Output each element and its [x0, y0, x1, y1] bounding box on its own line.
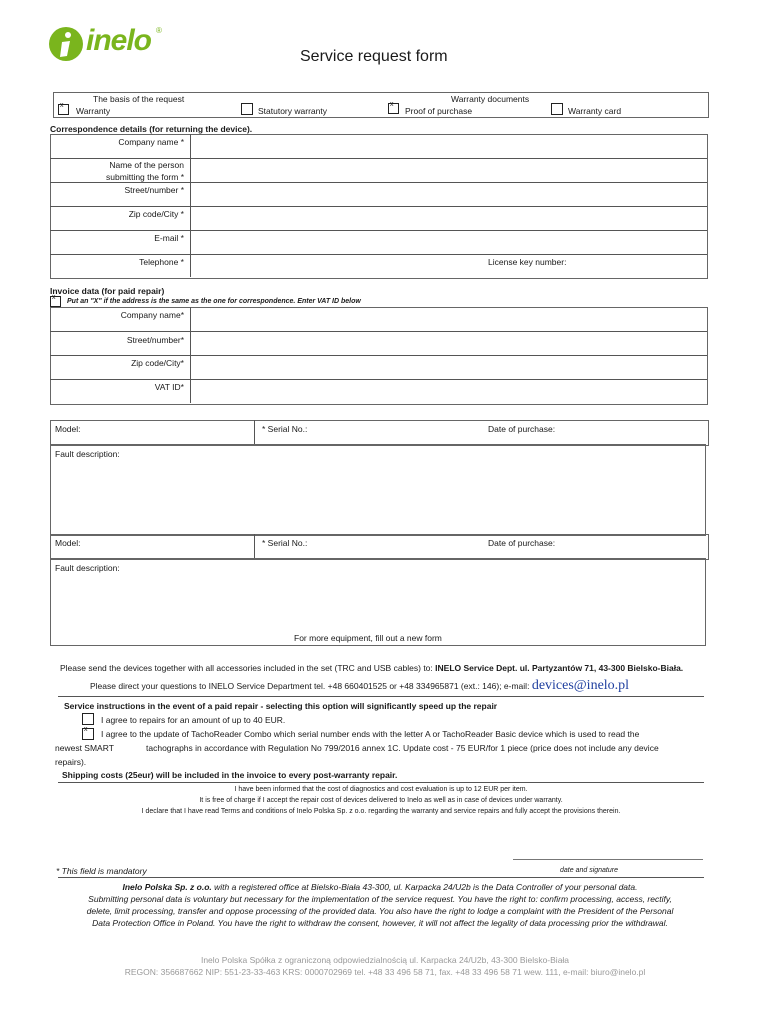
invoice-zip-field[interactable] [192, 356, 704, 378]
tachoreader-update-line2a: newest SMART [55, 743, 114, 753]
footer-line-1: Inelo Polska Spółka z ograniczoną odpowiedzialnością ul. Karpacka 24/U2b, 43-300 Bielsko-Biała [200, 955, 570, 965]
person-label-line2: submitting the form * [106, 172, 184, 182]
gdpr-line-3: delete, limit processing, transfer and oppose processing of the provided data. You also have the right to lodge a complaint with the President of the Personal [86, 906, 674, 916]
checkbox-mark: x [390, 101, 394, 108]
gdpr-line-4: Data Protection Office in Poland. You have the right to withdraw the consent, however, it will not affect the legality of data processing prior the withdrawal. [92, 918, 668, 928]
warranty-card-label: Warranty card [568, 106, 622, 116]
send-instructions [60, 663, 683, 673]
repair-up-to-40-label: I agree to repairs for an amount of up to 40 EUR. [101, 715, 286, 725]
warranty-docs-label: Warranty documents [451, 94, 530, 104]
device1-model-label: Model: [55, 424, 81, 434]
device1-fault-label: Fault description: [55, 449, 120, 459]
shipping-costs-note: Shipping costs (25eur) will be included in the invoice to every post-warranty repair. [62, 770, 398, 780]
invoice-company-label: Company name* [120, 310, 184, 320]
device2-fault-label: Fault description: [55, 563, 120, 573]
device2-serial-label: * Serial No.: [262, 538, 308, 548]
telephone-field[interactable] [192, 255, 482, 276]
company-name-field[interactable] [192, 135, 704, 157]
proof-of-purchase-checkbox[interactable] [388, 103, 399, 114]
logo-registered-mark: ® [156, 26, 162, 35]
signature-line[interactable] [513, 859, 703, 860]
tachoreader-update-line2b: tachographs in accordance with Regulation No 799/2016 annex 1C. Update cost - 75 EUR/for 1 piece (price does not include any device [146, 743, 659, 753]
device2-model-field[interactable] [85, 535, 251, 557]
person-name-field[interactable] [192, 159, 704, 181]
zip-field[interactable] [192, 207, 704, 229]
gdpr-line-1-text: with a registered office at Bielsko-Biała 43-300, ul. Karpacka 24/U2b is the Data Controller of your personal data. [211, 882, 638, 892]
invoice-zip-label: Zip code/City* [131, 358, 184, 368]
paid-repair-heading: Service instructions in the event of a paid repair - selecting this option will significantly speed up the repair [64, 701, 498, 711]
zip-label: Zip code/City * [128, 209, 184, 219]
info-line-1: I have been informed that the cost of diagnostics and cost evaluation is up to 12 EUR per item. [234, 786, 528, 793]
questions-line [90, 678, 629, 694]
more-equipment-note: For more equipment, fill out a new form [294, 633, 442, 643]
correspondence-heading: Correspondence details (for returning the device). [50, 124, 253, 134]
invoice-company-field[interactable] [192, 308, 704, 330]
inelo-logo-icon [48, 26, 84, 62]
gdpr-line-2: Submitting personal data is voluntary but necessary for the implementation of the service request. You have the right to: confirm processing, access, rectify, [88, 894, 672, 904]
repair-up-to-40-checkbox[interactable] [82, 713, 94, 725]
checkbox-mark: x [52, 294, 56, 301]
invoice-note: Put an "X" if the address is the same as the one for correspondence. Enter VAT ID below [67, 298, 361, 305]
device1-serial-label: * Serial No.: [262, 424, 308, 434]
tachoreader-update-checkbox[interactable] [82, 728, 94, 740]
device1-serial-field[interactable] [315, 421, 481, 443]
warranty-checkbox[interactable] [58, 104, 69, 115]
gdpr-company: Inelo Polska Sp. z o.o. [122, 882, 212, 892]
statutory-warranty-label: Statutory warranty [258, 106, 327, 116]
invoice-street-field[interactable] [192, 332, 704, 354]
logo [48, 24, 168, 64]
invoice-street-label: Street/number* [126, 335, 184, 345]
footer-line-2: REGON: 356687662 NIP: 551-23-33-463 KRS: 0000702969 tel. +48 33 496 58 71, fax. +48 33 496 58 71 wew. 111, e-mail: biuro@inelo.pl [124, 967, 646, 977]
same-address-checkbox[interactable] [50, 296, 61, 307]
basis-label: The basis of the request [93, 94, 185, 104]
questions-text: Please direct your questions to INELO Service Department tel. +48 660401525 or +48 334965871 (ext.: 146); e-mail: [90, 681, 530, 691]
device1-date-field[interactable] [563, 421, 703, 443]
proof-of-purchase-label: Proof of purchase [405, 106, 473, 116]
device2-date-field[interactable] [563, 535, 703, 557]
page-title: Service request form [300, 48, 448, 65]
statutory-warranty-checkbox[interactable] [241, 103, 253, 115]
vat-id-label: VAT ID* [154, 382, 184, 392]
warranty-label: Warranty [76, 106, 111, 116]
logo-text: inelo [86, 24, 152, 57]
device2-model-label: Model: [55, 538, 81, 548]
street-label: Street/number * [124, 185, 184, 195]
device1-fault-box[interactable] [50, 444, 706, 536]
invoice-heading: Invoice data (for paid repair) [50, 286, 165, 296]
device2-serial-field[interactable] [315, 535, 481, 557]
device2-date-label: Date of purchase: [488, 538, 556, 548]
device1-date-label: Date of purchase: [488, 424, 556, 434]
checkbox-mark: x [60, 102, 64, 109]
street-field[interactable] [192, 183, 704, 205]
service-address: INELO Service Dept. ul. Partyzantów 71, 43-300 Bielsko-Biała. [435, 663, 684, 673]
license-key-label: License key number: [488, 257, 567, 267]
checkbox-mark: x [84, 726, 88, 733]
device1-model-field[interactable] [85, 421, 251, 443]
email-label: E-mail * [154, 233, 184, 243]
service-email-link[interactable]: devices@inelo.pl [531, 678, 630, 693]
send-text: Please send the devices together with all accessories included in the set (TRC and USB cables) to: [60, 663, 433, 673]
person-label-line1: Name of the person [109, 160, 184, 170]
date-signature-label: date and signature [560, 867, 618, 874]
info-line-3: I declare that I have read Terms and conditions of Inelo Polska Sp. z o.o. regarding the warranty and service repairs and fully accept the provisions therein. [141, 808, 621, 815]
vat-id-field[interactable] [192, 380, 704, 402]
gdpr-line-1 [50, 882, 710, 892]
tachoreader-update-line1: I agree to the update of TachoReader Combo which serial number ends with the letter A or TachoReader Basic device which is used to read the [101, 729, 640, 739]
license-key-field[interactable] [574, 255, 704, 276]
company-name-label: Company name * [118, 137, 184, 147]
email-field[interactable] [192, 231, 704, 253]
mandatory-note: * This field is mandatory [56, 866, 147, 876]
tachoreader-update-line3: repairs). [55, 757, 87, 767]
info-line-2: It is free of charge if I accept the repair cost of devices delivered to Inelo as well as in case of devices under warranty. [199, 797, 563, 804]
telephone-label: Telephone * [139, 257, 184, 267]
warranty-card-checkbox[interactable] [551, 103, 563, 115]
